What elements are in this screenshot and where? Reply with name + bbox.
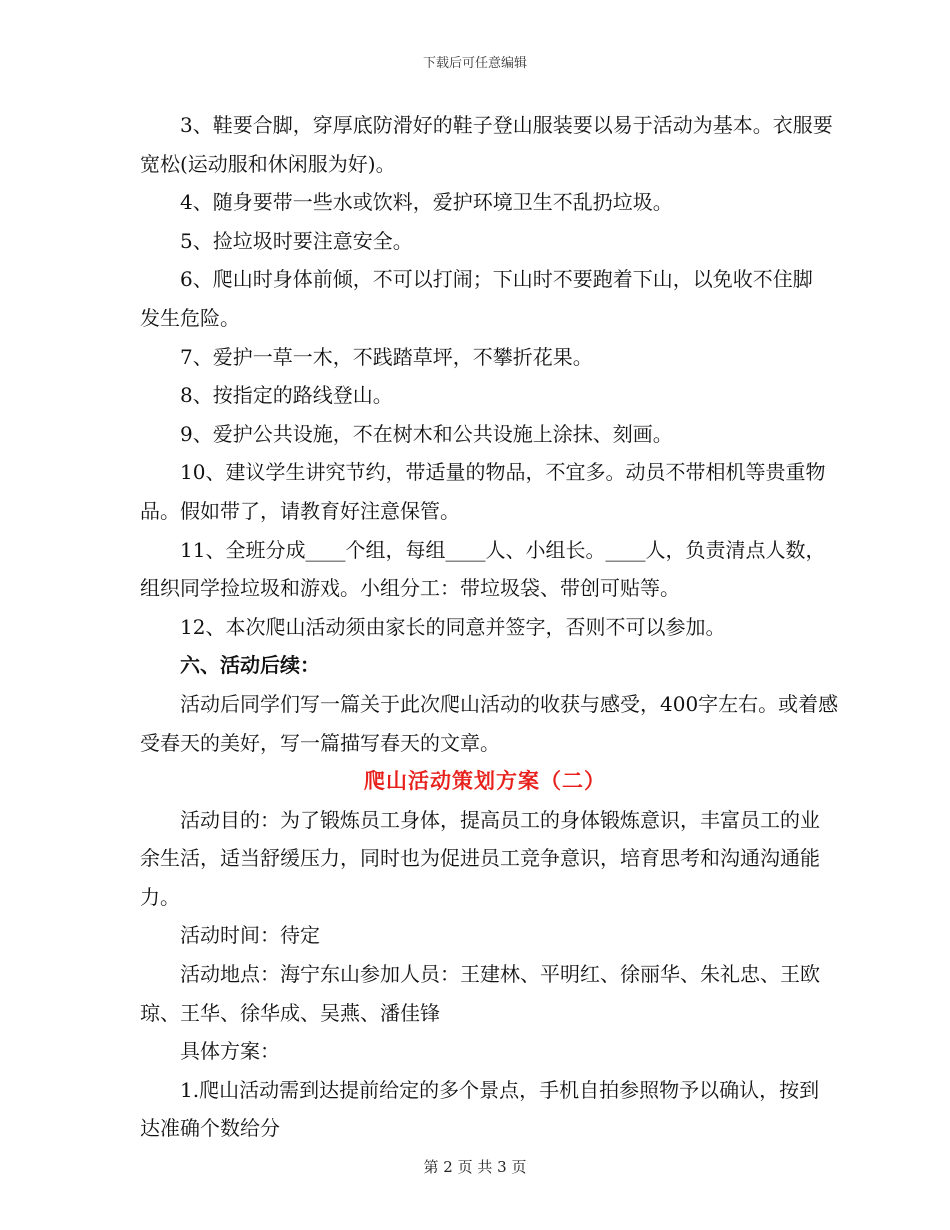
activity-purpose: 活动目的：为了锻炼员工身体，提高员工的身体锻炼意识，丰富员工的业余生活，适当舒缓压力，同时也为促进员工竞争意识，培育思考和沟通沟通能力。 [140,807,820,909]
document-title: 爬山活动策划方案（二） [364,768,606,794]
page-header: 下载后可任意编辑 [422,56,527,71]
paragraph-item-3: 3、鞋要合脚，穿厚底防滑好的鞋子登山服装要以易于活动为基本。衣服要宽松(运动服和休闲服为好)。 [140,113,833,176]
paragraph-item-12: 12、本次爬山活动须由家长的同意并签字，否则不可以参加。 [180,614,726,639]
followup-paragraph: 活动后同学们写一篇关于此次爬山活动的收获与感受，400字左右。或着感受春天的美好，写一篇描写春天的文章。 [140,691,839,755]
paragraph-item-7: 7、爱护一草一木，不践踏草坪，不攀折花果。 [180,344,593,369]
page-footer: 第 2 页 共 3 页 [423,1158,527,1176]
paragraph-item-4: 4、随身要带一些水或饮料，爱护环境卫生不乱扔垃圾。 [180,190,673,215]
section-heading-followup: 六、活动后续： [180,653,320,678]
paragraph-item-9: 9、爱护公共设施，不在树木和公共设施上涂抹、刻画。 [180,421,673,446]
activity-time: 活动时间：待定 [180,923,320,948]
paragraph-item-5: 5、捡垃圾时要注意安全。 [180,228,413,253]
document-body [140,106,839,1148]
paragraph-item-6: 6、爬山时身体前倾，不可以打闹；下山时不要跑着下山，以免收不住脚发生危险。 [140,267,813,330]
plan-heading: 具体方案： [180,1039,280,1064]
paragraph-item-8: 8、按指定的路线登山。 [180,383,393,408]
plan-item-1: 1.爬山活动需到达提前给定的多个景点，手机自拍参照物予以确认，按到达准确个数给分 [140,1077,820,1141]
paragraph-item-11: 11、全班分成____个组，每组____人、小组长。____人，负责清点人数，组织同学捡垃圾和游戏。小组分工：带垃圾袋、带创可贴等。 [140,537,826,601]
activity-location-participants: 活动地点：海宁东山参加人员：王建林、平明红、徐丽华、朱礼忠、王欧琼、王华、徐华成、吴燕、潘佳锋 [140,962,820,1025]
paragraph-item-10: 10、建议学生讲究节约，带适量的物品，不宜多。动员不带相机等贵重物品。假如带了，请教育好注意保管。 [140,460,826,523]
